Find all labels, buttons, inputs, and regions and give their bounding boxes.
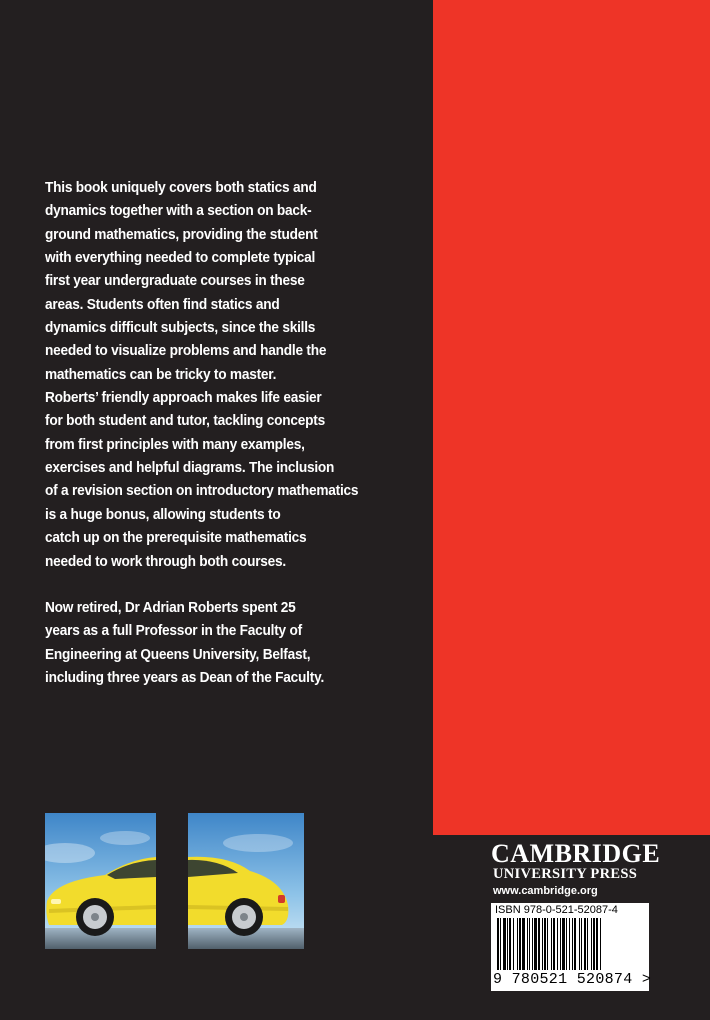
barcode-number: 9 780521 520874 > <box>493 971 652 988</box>
author-bio-paragraph <box>45 596 356 689</box>
description-paragraph <box>45 176 359 573</box>
car-photo-front <box>45 813 156 949</box>
barcode-icon <box>497 918 643 970</box>
text-line: for both student and tutor, tackling concepts <box>45 412 325 430</box>
text-line: exercises and helpful diagrams. The inclusion <box>45 459 335 477</box>
text-line: from first principles with many examples, <box>45 435 305 453</box>
text-line: with everything needed to complete typical <box>45 249 316 267</box>
text-line: years as a full Professor in the Faculty of <box>45 622 302 640</box>
publisher-block <box>433 835 710 1020</box>
publisher-name: CAMBRIDGE <box>491 839 661 868</box>
text-line: first year undergraduate courses in these <box>45 272 305 290</box>
text-line: is a huge bonus, allowing students to <box>45 505 281 523</box>
text-line: including three years as Dean of the Faculty. <box>45 668 325 686</box>
text-line: Now retired, Dr Adrian Roberts spent 25 <box>45 598 296 616</box>
text-line: dynamics difficult subjects, since the skills <box>45 319 316 337</box>
text-line: dynamics together with a section on back- <box>45 202 312 220</box>
text-line: areas. Students often find statics and <box>45 295 280 313</box>
text-line: needed to work through both courses. <box>45 552 286 570</box>
text-line: mathematics can be tricky to master. <box>45 365 277 383</box>
text-line: of a revision section on introductory mathematics <box>45 482 359 500</box>
red-accent-panel <box>433 0 710 835</box>
text-line: catch up on the prerequisite mathematics <box>45 529 307 547</box>
text-line: This book uniquely covers both statics and <box>45 179 317 196</box>
back-cover-blurb <box>45 176 359 689</box>
text-line: ground mathematics, providing the student <box>45 225 318 243</box>
publisher-website: www.cambridge.org <box>493 885 598 897</box>
text-line: Engineering at Queens University, Belfast, <box>45 645 311 663</box>
text-line: Roberts’ friendly approach makes life easier <box>45 389 322 407</box>
publisher-subname: UNIVERSITY PRESS <box>493 866 638 882</box>
text-line: needed to visualize problems and handle the <box>45 342 327 360</box>
barcode-panel <box>491 903 652 991</box>
isbn-label: ISBN 978-0-521-52087-4 <box>495 904 618 916</box>
car-photo-rear <box>188 813 304 949</box>
